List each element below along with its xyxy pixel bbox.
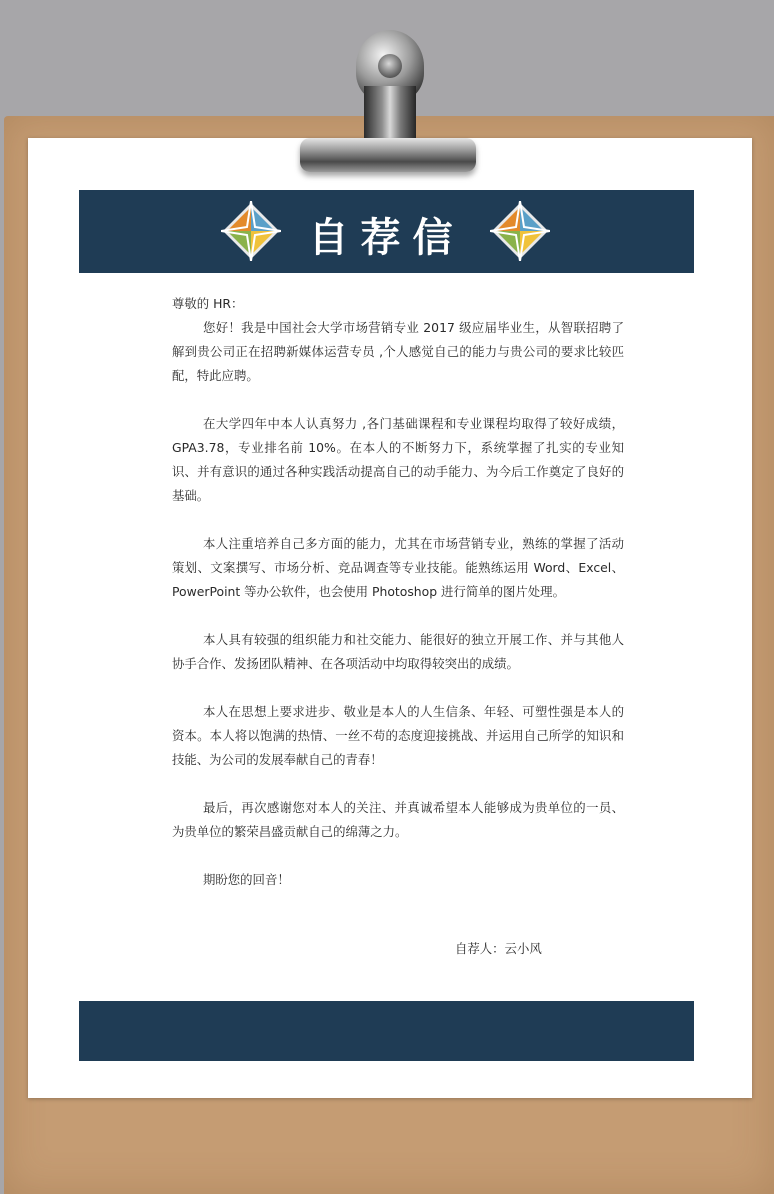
title-banner — [79, 190, 694, 273]
paragraph-attitude: 本人在思想上要求进步、敬业是本人的人生信条、年轻、可塑性强是本人的资本。本人将以饱满的热情、一丝不苟的态度迎接挑战、并运用自己所学的知识和技能、为公司的发展奉献自己的青春！ — [172, 704, 624, 767]
paragraph-education: 在大学四年中本人认真努力 ,各门基础课程和专业课程均取得了较好成绩，GPA3.78，专业排名前 10%。在本人的不断努力下，系统掌握了扎实的专业知识、并有意识的通过各种实践活动提高自己的动手能力、为今后工作奠定了良好的基础。 — [172, 416, 624, 503]
paragraph-sign-off: 期盼您的回音！ — [203, 872, 290, 887]
salutation: 尊敬的 HR： — [172, 296, 244, 311]
paragraph-skills: 本人注重培养自己多方面的能力，尤其在市场营销专业，熟练的掌握了活动策划、文案撰写、市场分析、竞品调查等专业技能。能熟练运用 Word、Excel、PowerPoint 等办公软件，也会使用 Photoshop 进行简单的图片处理。 — [172, 536, 624, 599]
paragraph-teamwork: 本人具有较强的组织能力和社交能力、能很好的独立开展工作、并与其他人协手合作、发扬团队精神、在各项活动中均取得较突出的成绩。 — [172, 632, 624, 671]
paragraph-closing: 最后，再次感谢您对本人的关注、并真诚希望本人能够成为贵单位的一员、为贵单位的繁荣昌盛贡献自己的绵薄之力。 — [172, 800, 624, 839]
binder-clip-neck — [364, 86, 416, 142]
footer-banner — [79, 1001, 694, 1061]
binder-clip-base — [300, 138, 476, 172]
diamond-emblem-icon — [490, 201, 550, 261]
letter-body — [172, 292, 624, 892]
page-title: 自荐信 — [308, 215, 465, 261]
binder-clip-hole — [378, 54, 402, 78]
signature: 自荐人：云小风 — [455, 941, 542, 956]
paragraph-intro: 您好！我是中国社会大学市场营销专业 2017 级应届毕业生，从智联招聘了解到贵公司正在招聘新媒体运营专员 ,个人感觉自己的能力与贵公司的要求比较匹配，特此应聘。 — [172, 320, 624, 383]
